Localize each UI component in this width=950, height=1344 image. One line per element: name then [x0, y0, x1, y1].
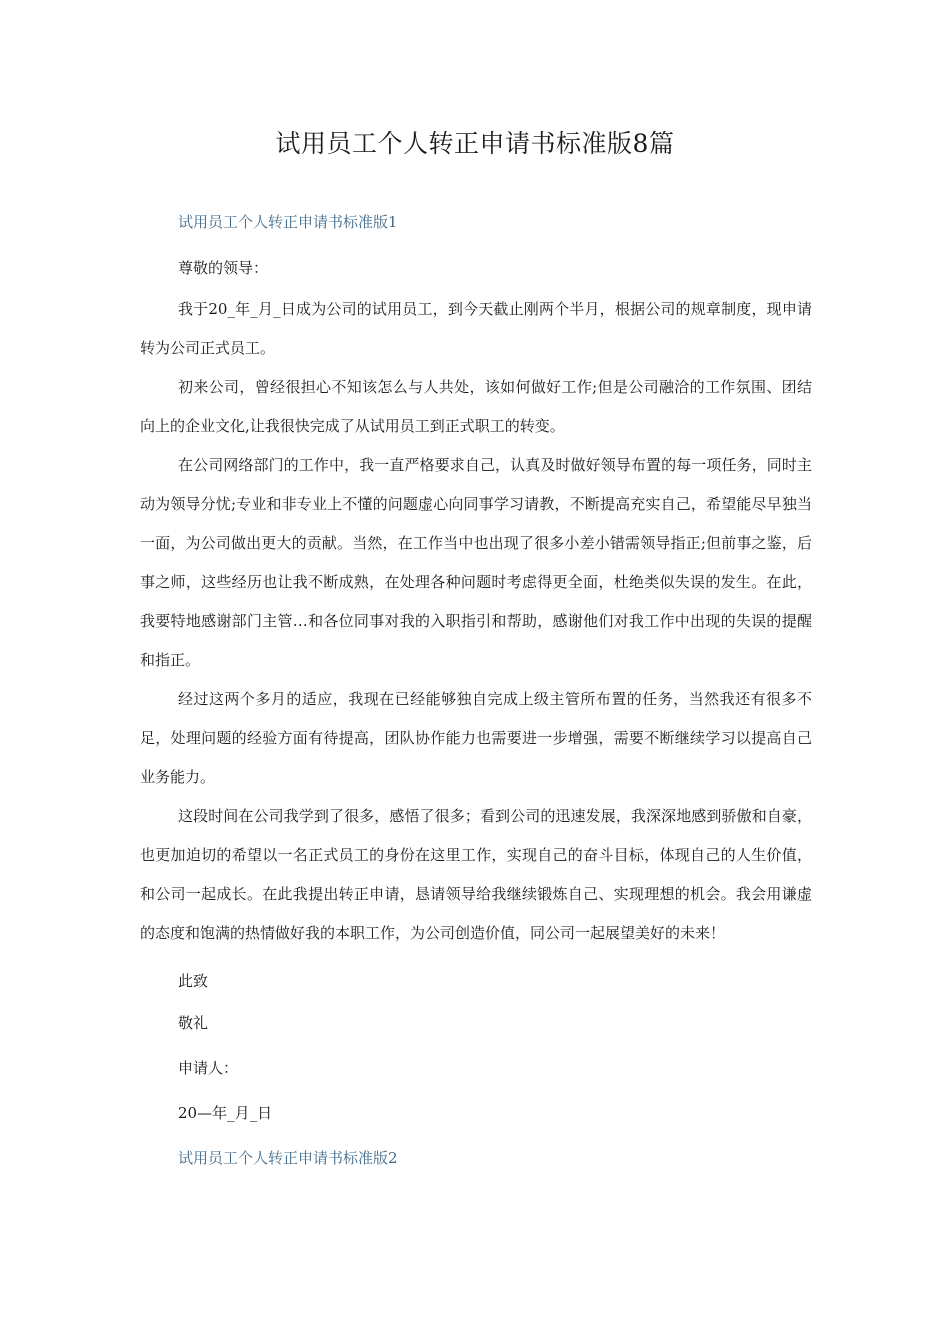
section-heading-2: 试用员工个人转正申请书标准版2 [178, 1149, 398, 1167]
paragraph-1: 我于20_年_月_日成为公司的试用员工，到今天截止刚两个半月，根据公司的规章制度，现申请转为公司正式员工。 [140, 300, 812, 357]
applicant-line: 申请人： [178, 1059, 239, 1077]
document-title: 试用员工个人转正申请书标准版8篇 [275, 129, 675, 158]
paragraph-2: 初来公司，曾经很担心不知该怎么与人共处，该如何做好工作;但是公司融洽的工作氛围、团结向上的企业文化,让我很快完成了从试用员工到正式职工的转变。 [140, 378, 812, 435]
closing-line-2: 敬礼 [178, 1014, 209, 1032]
paragraph-4: 经过这两个多月的适应，我现在已经能够独自完成上级主管所布置的任务，当然我还有很多不足，处理问题的经验方面有待提高，团队协作能力也需要进一步增强，需要不断继续学习以提高自己业务能力。 [140, 690, 812, 786]
paragraph-5: 这段时间在公司我学到了很多，感悟了很多；看到公司的迅速发展，我深深地感到骄傲和自豪，也更加迫切的希望以一名正式员工的身份在这里工作，实现自己的奋斗目标，体现自己的人生价值，和公司一起成长。在此我提出转正申请，恳请领导给我继续锻炼自己、实现理想的机会。我会用谦虚的态度和饱满的热情做好我的本职工作，为公司创造价值，同公司一起展望美好的未来！ [140, 807, 812, 942]
paragraph-3: 在公司网络部门的工作中，我一直严格要求自己，认真及时做好领导布置的每一项任务，同时主动为领导分忧;专业和非专业上不懂的问题虚心向同事学习请教，不断提高充实自己，希望能尽早独当一面，为公司做出更大的贡献。当然，在工作当中也出现了很多小差小错需领导指正;但前事之鉴，后事之师，这些经历也让我不断成熟，在处理各种问题时考虑得更全面，杜绝类似失误的发生。在此，我要特地感谢部门主管…和各位同事对我的入职指引和帮助，感谢他们对我工作中出现的失误的提醒和指正。 [140, 456, 812, 669]
salutation: 尊敬的领导： [178, 259, 269, 277]
document-body [140, 208, 812, 1172]
date-line: 20—年_月_日 [178, 1104, 273, 1122]
closing-line-1: 此致 [178, 972, 209, 990]
section-heading-1: 试用员工个人转正申请书标准版1 [178, 213, 398, 231]
